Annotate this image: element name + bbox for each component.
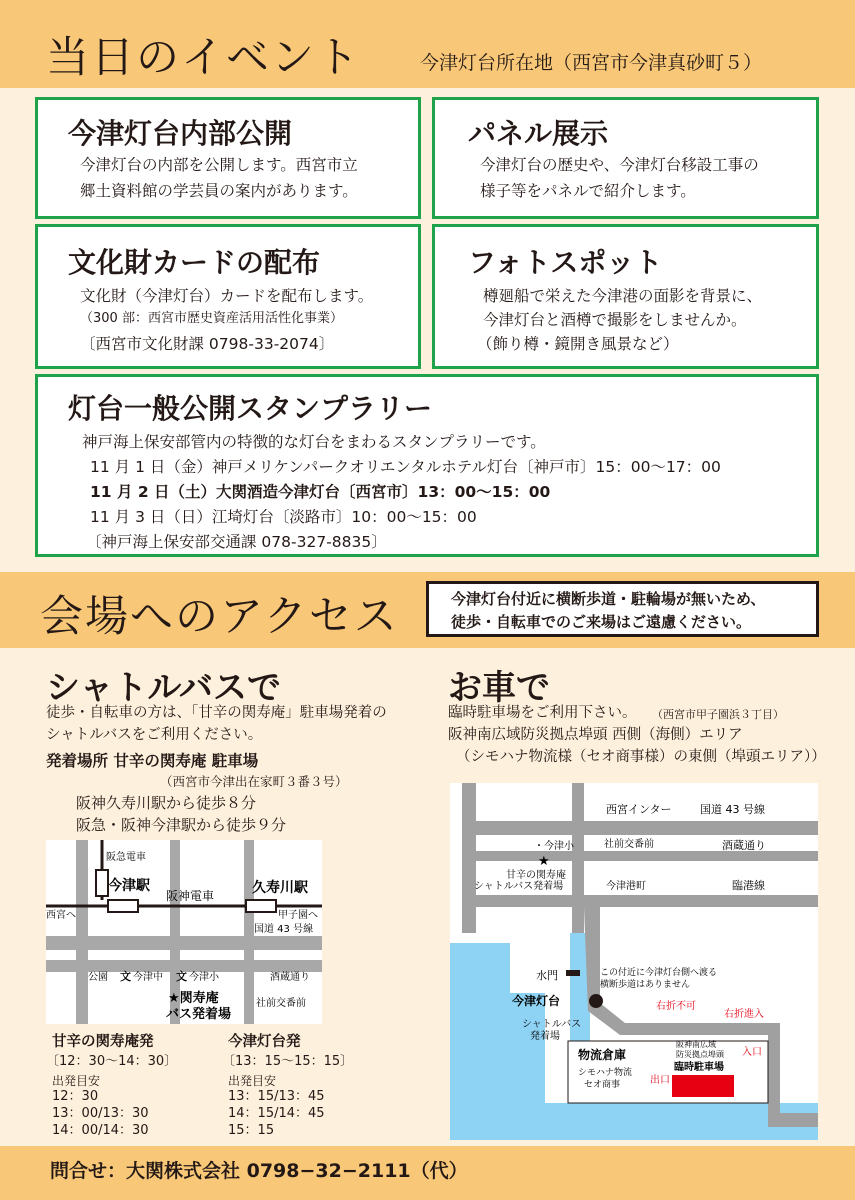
label-imazu-es: 今津小 xyxy=(189,972,219,983)
shuttle-origin: 発着場所 甘辛の関寿庵 駐車場 xyxy=(46,752,259,770)
timetable-2-time-3: 15：15 xyxy=(228,1123,275,1138)
label-shuttle-stop-1: 甘辛の関寿庵 xyxy=(506,870,566,881)
label-route43-car: 国道 43 号線 xyxy=(700,803,765,816)
kusugawa-station xyxy=(246,900,276,912)
school-icon: 文 xyxy=(120,970,131,983)
label-lighthouse: 今津灯台 xyxy=(512,994,561,1008)
label-no-right-turn: 右折不可 xyxy=(656,1001,696,1012)
temporary-parking xyxy=(672,1075,734,1097)
card-culture-line1: 文化財（今津灯台）カードを配布します。 xyxy=(80,287,374,305)
card-stamp-title: 灯台一般公開スタンプラリー xyxy=(68,392,433,425)
label-warehouse: 物流倉庫 xyxy=(578,1048,627,1062)
label-right-turn-in: 右折進入 xyxy=(724,1009,764,1020)
label-entrance: 入口 xyxy=(742,1047,762,1058)
card-interior-line2: 郷土資料館の学芸員の案内があります。 xyxy=(80,182,358,200)
stamp-intro: 神戸海上保安部管内の特徴的な灯台をまわるスタンプラリーです。 xyxy=(82,433,546,451)
shuttle-map xyxy=(46,840,322,1024)
timetable-2-label: 出発目安 xyxy=(228,1074,277,1088)
label-koban: 社前交番前 xyxy=(256,998,306,1009)
card-photo-line3: （飾り樽・鏡開き風景など） xyxy=(477,335,679,353)
lighthouse-location: 今津灯台所在地（西宮市今津真砂町５） xyxy=(420,52,763,74)
map-sakagura xyxy=(462,851,818,861)
label-bus-stop-1: ★関寿庵 xyxy=(168,991,219,1006)
card-photo-line2: 今津灯台と酒樽で撮影をしませんか。 xyxy=(483,311,747,329)
timetable-1-range: 〔12：30～14：30〕 xyxy=(46,1054,178,1069)
label-koban-car: 社前交番前 xyxy=(604,839,654,850)
card-photo xyxy=(432,224,819,369)
label-route43: 国道 43 号線 xyxy=(254,924,314,935)
timetable-1-title: 甘辛の関寿庵発 xyxy=(52,1034,154,1050)
walk-imazu: 阪急・阪神今津駅から徒歩９分 xyxy=(76,816,287,834)
shuttle-desc1: 徒歩・自転車の方は、「甘辛の関寿庵」駐車場発着の xyxy=(46,705,387,721)
card-interior-line1: 今津灯台の内部を公開します。西宮市立 xyxy=(80,156,358,174)
label-to-nishinomiya: 西宮へ xyxy=(46,910,76,921)
timetable-2-range: 〔13：15～15：15〕 xyxy=(222,1054,354,1069)
label-bus-stop-car-1: シャトルバス xyxy=(522,1019,582,1030)
card-panel-title: パネル展示 xyxy=(468,117,609,150)
label-crosswalk-2: 横断歩道はありません xyxy=(600,980,691,990)
label-nishinomiya-ic: 西宮インター xyxy=(606,803,672,816)
timetable-1-time-3: 14：00/14：30 xyxy=(52,1123,149,1138)
card-panel-line2: 様子等をパネルで紹介します。 xyxy=(480,182,696,200)
label-base-2: 防災拠点埠頭 xyxy=(676,1050,724,1059)
notice-line1: 今津灯台付近に横断歩道・駐輪場が無いため、 xyxy=(451,590,766,608)
label-rinko: 臨港線 xyxy=(732,879,765,892)
shuttle-title: シャトルバスで xyxy=(46,668,281,708)
stamp-day3: 11 月 3 日（日）江埼灯台〔淡路市〕10：00～15：00 xyxy=(90,508,477,526)
card-culture-title: 文化財カードの配布 xyxy=(68,246,321,279)
card-culture-contact: 〔西宮市文化財課 0798-33-2074〕 xyxy=(80,335,335,353)
label-sakagura-car: 酒蔵通り xyxy=(722,839,766,852)
shuttle-origin-address: （西宮市今津出在家町３番３号） xyxy=(160,774,348,789)
label-bus-stop-2: バス発着場 xyxy=(166,1007,232,1022)
label-imazu-port: 今津港町 xyxy=(606,881,646,892)
lighthouse-icon xyxy=(589,994,603,1008)
label-imazu-station: 今津駅 xyxy=(108,878,150,894)
label-imazu-elem: ・今津小 xyxy=(534,841,574,852)
card-interior-title: 今津灯台内部公開 xyxy=(68,117,293,150)
car-desc1: 臨時駐車場をご利用下さい。 xyxy=(448,705,637,721)
school-icon-2: 文 xyxy=(176,970,187,983)
stamp-contact: 〔神戸海上保安部交通課 078-327-8835〕 xyxy=(86,533,387,551)
notice-line2: 徒歩・自転車でのご来場はご遠慮ください。 xyxy=(451,613,752,631)
card-culture xyxy=(35,224,421,369)
stamp-day2: 11 月 2 日（土）大関酒造今津灯台〔西宮市〕13：00～15：00 xyxy=(90,483,551,501)
car-desc3: （シモハナ物流様（セオ商事様）の東側（埠頭エリア）） xyxy=(456,749,826,765)
label-suimon: 水門 xyxy=(536,969,558,982)
star-icon: ★ xyxy=(538,854,550,869)
access-notice xyxy=(426,581,819,637)
timetable-2-time-1: 13：15/13：45 xyxy=(228,1089,325,1104)
card-photo-line1: 樽廻船で栄えた今津港の面影を背景に、 xyxy=(483,287,763,305)
section-title-events: 当日のイベント xyxy=(46,33,361,83)
label-hanshin: 阪神電車 xyxy=(166,889,215,903)
card-interior xyxy=(35,97,421,219)
map-rinko xyxy=(462,895,818,907)
stamp-day1: 11 月 1 日（金）神戸メリケンパークオリエンタルホテル灯台〔神戸市〕15：00～17：00 xyxy=(90,458,721,476)
timetable-1-time-1: 12：30 xyxy=(52,1089,99,1104)
section-title-access: 会場へのアクセス xyxy=(40,592,399,642)
card-stamp-rally xyxy=(35,374,819,557)
car-title: お車で xyxy=(448,668,550,708)
card-panel-line1: 今津灯台の歴史や、今津灯台移設工事の xyxy=(480,156,759,174)
car-desc1-address: （西宮市甲子園浜３丁目） xyxy=(652,708,784,721)
card-panel xyxy=(432,97,819,219)
label-bus-stop-car-2: 発着場 xyxy=(530,1031,560,1042)
label-crosswalk-1: この付近に今津灯台側へ渡る xyxy=(600,968,718,978)
label-hankyu: 阪急電車 xyxy=(106,852,146,863)
label-temp-parking: 臨時駐車場 xyxy=(674,1062,724,1073)
timetable-1-label: 出発目安 xyxy=(52,1074,101,1088)
label-seo: セオ商事 xyxy=(584,1080,621,1090)
imazu-station-hankyu xyxy=(96,870,108,896)
timetable-2-time-2: 14：15/14：45 xyxy=(228,1106,325,1121)
card-culture-line2: （300 部：西宮市歴史資産活用活性化事業） xyxy=(80,311,343,326)
road-west xyxy=(76,840,88,1024)
imazu-station-hanshin xyxy=(108,900,138,912)
walk-kusugawa: 阪神久寿川駅から徒歩８分 xyxy=(76,794,257,812)
suimon-icon xyxy=(566,970,580,976)
label-exit: 出口 xyxy=(650,1075,670,1086)
label-to-koshien: 甲子園へ xyxy=(278,910,318,921)
label-base-1: 阪神南広域 xyxy=(676,1040,716,1049)
label-sakagura: 酒蔵通り xyxy=(270,972,310,983)
label-shimohana: シモハナ物流 xyxy=(578,1068,633,1078)
car-map xyxy=(450,783,818,1140)
shuttle-desc2: シャトルバスをご利用ください。 xyxy=(46,727,263,743)
road-east xyxy=(244,840,254,1024)
label-imazu-jhs: 今津中 xyxy=(133,972,163,983)
label-shuttle-stop-2: シャトルバス発着場 xyxy=(474,881,564,892)
label-kusugawa-station: 久寿川駅 xyxy=(252,880,308,896)
map-route43 xyxy=(462,821,818,835)
card-photo-title: フォトスポット xyxy=(468,246,663,279)
label-park: 公園 xyxy=(88,972,108,983)
timetable-1-time-2: 13：00/13：30 xyxy=(52,1106,149,1121)
footer-contact: 問合せ：大関株式会社 0798−32−2111（代） xyxy=(50,1160,468,1182)
car-desc2: 阪神南広域防災拠点埠頭 西側（海側）エリア xyxy=(448,727,743,743)
timetable-2-title: 今津灯台発 xyxy=(228,1034,301,1050)
